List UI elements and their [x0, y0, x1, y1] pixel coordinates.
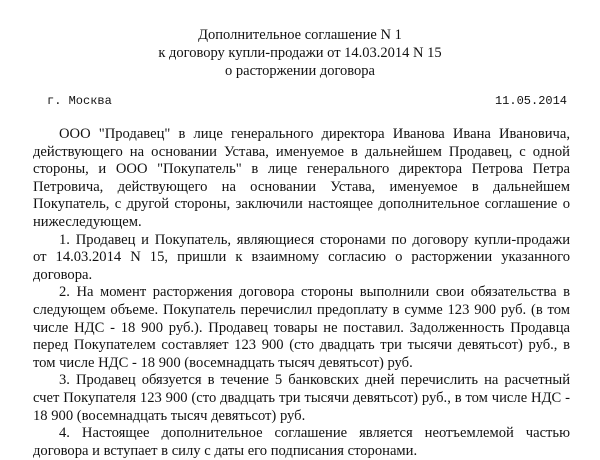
clause-3-paragraph: 3. Продавец обязуется в течение 5 банковских дней перечислить на расчетный счет Покупателя 123 900 (сто двадцать три тысячи девятьсот) руб., в том числе НДС - 18 900 (восемнадцать тысяч девятьсот) руб. [33, 372, 570, 424]
clause-2-paragraph: 2. На момент расторжения договора стороны выполнили свои обязательства в следующем объеме. Покупатель перечислил предоплату в сумме 123 900 руб. (в том числе НДС - 18 900 руб.). Продавец товары не поставил. Задолженность Продавца перед Покупателем составляет 123 900 (сто двадцать три тысячи девятьсот) руб., в том числе НДС - 18 900 (восемнадцать тысяч девятьсот) руб. [33, 284, 570, 371]
document-title-line-1: Дополнительное соглашение N 1 [198, 27, 402, 43]
document-city: г. Москва [47, 94, 112, 108]
document-date: 11.05.2014 [494, 94, 567, 108]
document-title-line-2: к договору купли-продажи от 14.03.2014 N 15 [158, 45, 442, 61]
document-body [33, 126, 570, 460]
clause-4-paragraph: 4. Настоящее дополнительное соглашение является неотъемлемой частью договора и вступает в силу с даты его подписания сторонами. [33, 425, 570, 459]
document-title-line-3: о расторжении договора [225, 63, 375, 79]
clause-1-paragraph: 1. Продавец и Покупатель, являющиеся сторонами по договору купли-продажи от 14.03.2014 N 15, пришли к взаимному согласию о расторжении указанного договора. [33, 231, 570, 283]
preamble-paragraph: ООО "Продавец" в лице генерального директора Иванова Ивана Ивановича, действующего на основании Устава, именуемое в дальнейшем Продавец, с одной стороны, и ООО "Покупатель" в лице генерального директора Петрова Петра Петровича, действующего на основании Устава, именуемое в дальнейшем Покупатель, с другой стороны, заключили настоящее дополнительное соглашение о нижеследующем. [33, 126, 570, 230]
